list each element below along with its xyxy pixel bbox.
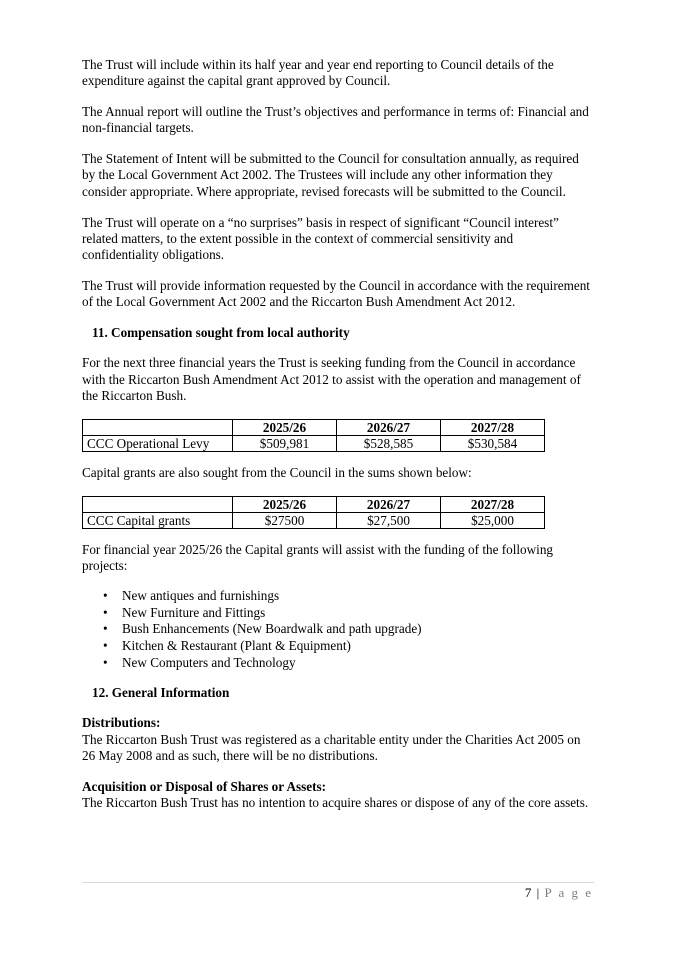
list-item: • New antiques and furnishings — [122, 588, 592, 605]
table-header-cell: 2026/27 — [337, 496, 441, 512]
list-item: • New Computers and Technology — [122, 655, 592, 672]
table-header-cell: 2027/28 — [441, 496, 545, 512]
section-11-heading: 11. Compensation sought from local authority — [92, 325, 350, 341]
table-cell: $509,981 — [233, 435, 337, 451]
table-header-cell — [83, 496, 233, 512]
table-cell: $528,585 — [337, 435, 441, 451]
projects-list — [82, 588, 592, 671]
paragraph-no-surprises: The Trust will operate on a “no surprises” basis in respect of significant “Council interest” related matters, to the extent possible in the context of commercial sensitivity and confidentiality obligations. — [82, 214, 559, 263]
paragraph-statement-of-intent: The Statement of Intent will be submitted to the Council for consultation annually, as required by the Local Government Act 2002. The Trustees will include any other information they consider appropriate. Where appropriate, revised forecasts will be submitted to the Council. — [82, 151, 579, 199]
operational-levy-table — [82, 419, 545, 452]
footer-separator: | — [536, 885, 541, 900]
projects-intro: For financial year 2025/26 the Capital grants will assist with the funding of the following projects: — [82, 541, 554, 573]
list-item: • Kitchen & Restaurant (Plant & Equipment) — [122, 638, 592, 655]
table-header-row — [83, 496, 545, 512]
table-row — [83, 512, 545, 528]
capital-grants-intro: Capital grants are also sought from the Council in the sums shown below: — [82, 464, 472, 480]
table-header-cell — [83, 419, 233, 435]
paragraph-information-requested: The Trust will provide information requested by the Council in accordance with the requirement of the Local Government Act 2002 and the Riccarton Bush Amendment Act 2012. — [82, 277, 590, 310]
table-header-cell: 2025/26 — [233, 419, 337, 435]
table-row-label: CCC Operational Levy — [83, 435, 233, 451]
acquisition-title: Acquisition or Disposal of Shares or Assets: — [82, 778, 326, 794]
table-header-cell: 2027/28 — [441, 419, 545, 435]
footer-divider — [82, 882, 594, 883]
table-cell: $27500 — [233, 512, 337, 528]
page-number: 7 — [524, 885, 533, 900]
document-page — [82, 57, 592, 826]
page-footer — [525, 885, 593, 901]
distributions-title: Distributions: — [82, 715, 161, 731]
section-11-intro: For the next three financial years the Trust is seeking funding from the Council in accordance with the Riccarton Bush Amendment Act 2012 to assist with the operation and management of the Riccarton Bush. — [82, 355, 581, 403]
table-cell: $530,584 — [441, 435, 545, 451]
paragraph-annual-report: The Annual report will outline the Trust’s objectives and performance in terms of: Financial and non-financial targets. — [82, 104, 589, 136]
table-header-cell: 2026/27 — [337, 419, 441, 435]
table-header-row — [83, 419, 545, 435]
capital-grants-table — [82, 496, 545, 529]
table-header-cell: 2025/26 — [233, 496, 337, 512]
page-label: P a g e — [544, 885, 593, 900]
table-row-label: CCC Capital grants — [83, 512, 233, 528]
table-cell: $27,500 — [337, 512, 441, 528]
list-item: • Bush Enhancements (New Boardwalk and path upgrade) — [122, 621, 592, 638]
paragraph-reporting: The Trust will include within its half year and year end reporting to Council details of the expenditure against the capital grant approved by Council. — [82, 57, 554, 89]
table-cell: $25,000 — [441, 512, 545, 528]
table-row — [83, 435, 545, 451]
distributions-text: The Riccarton Bush Trust was registered as a charitable entity under the Charities Act 2005 on 26 May 2008 and as such, there will be no distributions. — [82, 731, 581, 763]
acquisition-text: The Riccarton Bush Trust has no intention to acquire shares or dispose of any of the core assets. — [82, 795, 589, 811]
section-12-heading: 12. General Information — [92, 685, 230, 701]
list-item: • New Furniture and Fittings — [122, 605, 592, 622]
